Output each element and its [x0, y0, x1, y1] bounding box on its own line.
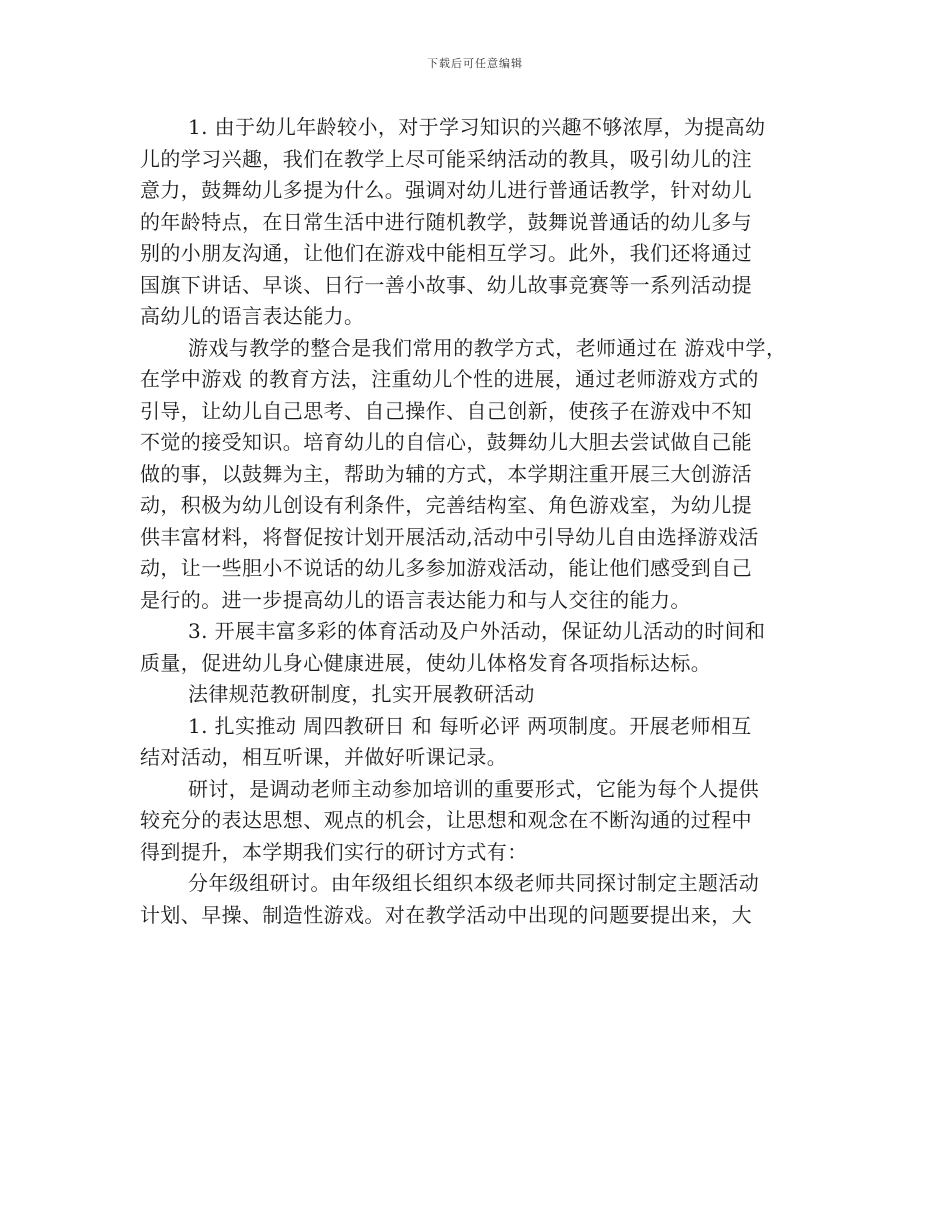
- text-line: 游戏与教学的整合是我们常用的教学方式，老师通过在 游戏中学，: [188, 335, 787, 360]
- text-line: 供丰富材料，将督促按计划开展活动,活动中引导幼儿自由选择游戏活: [140, 524, 759, 549]
- text-line: 意力，鼓舞幼儿多提为什么。强调对幼儿进行普通话教学，针对幼儿: [140, 178, 752, 202]
- text-line: 较充分的表达思想、观点的机会，让思想和观念在不断沟通的过程中: [140, 808, 752, 832]
- text-line: 动，让一些胆小不说话的幼儿多参加游戏活动，能让他们感受到自己: [140, 556, 752, 580]
- text-line: 质量，促进幼儿身心健康进展，使幼儿体格发育各项指标达标。: [140, 650, 712, 675]
- text-line: 动，积极为幼儿创设有利条件，完善结构室、角色游戏室，为幼儿提: [140, 493, 752, 517]
- page-header: 下载后可任意编辑: [427, 57, 523, 70]
- text-line: 计划、早操、制造性游戏。对在教学活动中出现的问题要提出来，大: [140, 902, 752, 927]
- text-line: 不觉的接受知识。培育幼儿的自信心，鼓舞幼儿大胆去尝试做自己能: [140, 430, 752, 454]
- text-line: 引导，让幼儿自己思考、自己操作、自己创新，使孩子在游戏中不知: [140, 398, 752, 423]
- text-line: 做的事，以鼓舞为主，帮助为辅的方式，本学期注重开展三大创游活: [140, 461, 752, 486]
- text-line: 分年级组研讨。由年级组长组织本级老师共同探讨制定主题活动: [188, 871, 760, 895]
- text-line: 研讨，是调动老师主动参加培训的重要形式，它能为每个人提供: [188, 776, 760, 801]
- text-line: 得到提升，本学期我们实行的研讨方式有：: [140, 839, 528, 864]
- text-line: 别的小朋友沟通，让他们在游戏中能相互学习。此外，我们还将通过: [140, 241, 752, 265]
- text-line: 在学中游戏 的教育方法，注重幼儿个性的进展，通过老师游戏方式的: [140, 367, 759, 391]
- text-line: 结对活动，相互听课，并做好听课记录。: [140, 745, 508, 769]
- text-line: 儿的学习兴趣，我们在教学上尽可能采纳活动的教具，吸引幼儿的注: [140, 146, 752, 171]
- document-body: [140, 112, 830, 931]
- text-line: 1. 扎实推动 周四教研日 和 每听必评 两项制度。开展老师相互: [188, 713, 752, 738]
- text-line: 高幼儿的语言表达能力。: [140, 304, 365, 328]
- text-line: 1. 由于幼儿年龄较小，对于学习知识的兴趣不够浓厚，为提高幼: [188, 115, 766, 139]
- text-line: 国旗下讲话、早谈、日行一善小故事、幼儿故事竞赛等一系列活动提: [140, 272, 752, 297]
- text-line: 的年龄特点，在日常生活中进行随机教学，鼓舞说普通话的幼儿多与: [140, 209, 752, 234]
- text-line: 3. 开展丰富多彩的体育活动及户外活动，保证幼儿活动的时间和: [188, 619, 766, 643]
- text-line: 法律规范教研制度，扎实开展教研活动: [188, 682, 535, 706]
- text-line: 是行的。进一步提高幼儿的语言表达能力和与人交往的能力。: [140, 587, 691, 612]
